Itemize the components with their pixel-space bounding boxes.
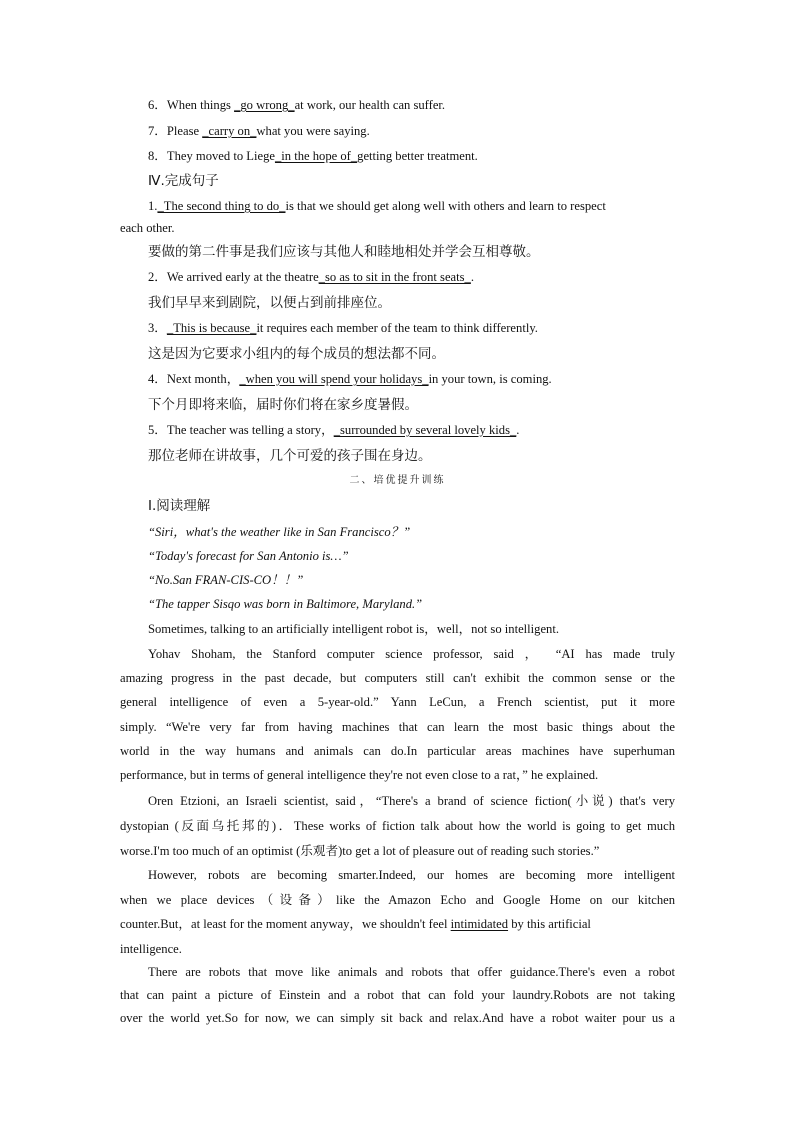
item-text: 7．Please [148,124,203,138]
paragraph-2-line: Yohav Shoham, the Stanford computer science professor, said ， “AI has made truly [148,647,675,661]
sentence-5-translation: 那位老师在讲故事，几个可爱的孩子围在身边。 [148,448,432,464]
dialogue-line: “No.San FRAN-CIS-CO！！” [148,573,304,587]
paragraph-4-line: when we place devices（设备）like the Amazon Echo and Google Home on our kitchen [120,893,675,907]
answer-blank: _in the hope of_ [274,149,358,163]
sentence-2 [148,269,675,285]
paragraph-2-line: simply. “We're very far from having machines that can learn the most basic things about the [120,720,675,734]
sentence-4 [148,371,675,387]
item-text: . [470,270,474,284]
section-heading: Ⅳ.完成句子 [148,173,219,189]
exercise-item-7 [148,123,675,139]
paragraph-3-line: dystopian (反面乌托邦的)．These works of fiction talk about how the world is going to get much [120,819,675,833]
answer-blank: _when you will spend your holidays_ [239,372,429,386]
answer-blank: _so as to sit in the front seats_ [318,270,471,284]
paragraph-5-line: that can paint a picture of Einstein and a robot that can fold your laundry.Robots are not taking [120,988,675,1002]
answer-blank: _surrounded by several lovely kids_ [333,423,517,437]
sentence-1-translation: 要做的第二件事是我们应该与其他人和睦地相处并学会互相尊敬。 [148,244,540,260]
item-text: 4．Next month， [148,372,240,386]
paragraph-1: Sometimes, talking to an artificially intelligent robot is，well，not so intelligent. [148,622,559,636]
item-text: 1. [148,199,158,213]
item-text: 3． [148,321,167,335]
item-text: it requires each member of the team to think differently. [256,321,538,335]
exercise-item-8 [148,148,675,164]
item-text: . [516,423,520,437]
answer-blank: _The second thing to do_ [157,199,286,213]
sentence-5 [148,422,675,438]
paragraph-2-line: world in the way humans and animals can do.In particular areas machines have superhuman [120,744,675,758]
paragraph-2-line: amazing progress in the past decade, but computers still can't exhibit the common sense or the [120,671,675,685]
paragraph-5-line: There are robots that move like animals and robots that offer guidance.There's even a robot [148,965,675,979]
item-text: at work, our health can suffer. [294,98,446,112]
part-2-heading: 二、培优提升训练 [349,475,446,486]
paragraph-4-line [120,916,675,932]
item-text: is that we should get along well with others and learn to respect [285,199,606,213]
exercise-item-6 [148,97,675,113]
item-text: what you were saying. [256,124,370,138]
paragraph-5-line: over the world yet.So for now, we can simply sit back and relax.And have a robot waiter pour us a [120,1011,675,1025]
sentence-1-line-2: each other. [120,221,175,235]
sentence-3 [148,320,675,336]
paragraph-3-line: Oren Etzioni, an Israeli scientist, said，“There's a brand of science fiction(小说) that's very [148,794,675,808]
sentence-1-line-1 [148,198,675,214]
item-text: getting better treatment. [357,149,478,163]
paragraph-text: counter.But，at least for the moment anyway，we shouldn't feel [120,917,451,931]
answer-blank: _go wrong_ [234,98,295,112]
dialogue-line: “Today's forecast for San Antonio is…” [148,549,349,563]
sentence-4-translation: 下个月即将来临，届时你们将在家乡度暑假。 [148,397,418,413]
paragraph-4-line: intelligence. [120,942,182,956]
underlined-word: intimidated [450,917,509,931]
dialogue-line: “The tapper Sisqo was born in Baltimore, Maryland.” [148,597,423,611]
paragraph-2-line: general intelligence of even a 5-year-old.” Yann LeCun, a French scientist, put it more [120,695,675,709]
answer-blank: _This is because_ [166,321,257,335]
item-text: 8．They moved to Liege [148,149,275,163]
sentence-3-translation: 这是因为它要求小组内的每个成员的想法都不同。 [148,346,445,362]
sentence-2-translation: 我们早早来到剧院，以便占到前排座位。 [148,295,391,311]
item-text: 2．We arrived early at the theatre [148,270,319,284]
item-text: 6．When things [148,98,235,112]
answer-blank: _carry on_ [202,124,257,138]
item-text: in your town, is coming. [428,372,552,386]
reading-heading: Ⅰ.阅读理解 [148,498,211,514]
paragraph-4-line: However, robots are becoming smarter.Indeed, our homes are becoming more intelligent [148,868,675,882]
paragraph-3-line: worse.I'm too much of an optimist (乐观者)to get a lot of pleasure out of reading such stories.” [120,844,600,858]
paragraph-text: by this artificial [508,917,591,931]
item-text: 5．The teacher was telling a story， [148,423,334,437]
dialogue-line: “Siri，what's the weather like in San Francisco？” [148,525,411,539]
paragraph-2-line: performance, but in terms of general intelligence they're not even close to a rat，” he explained. [120,768,599,782]
